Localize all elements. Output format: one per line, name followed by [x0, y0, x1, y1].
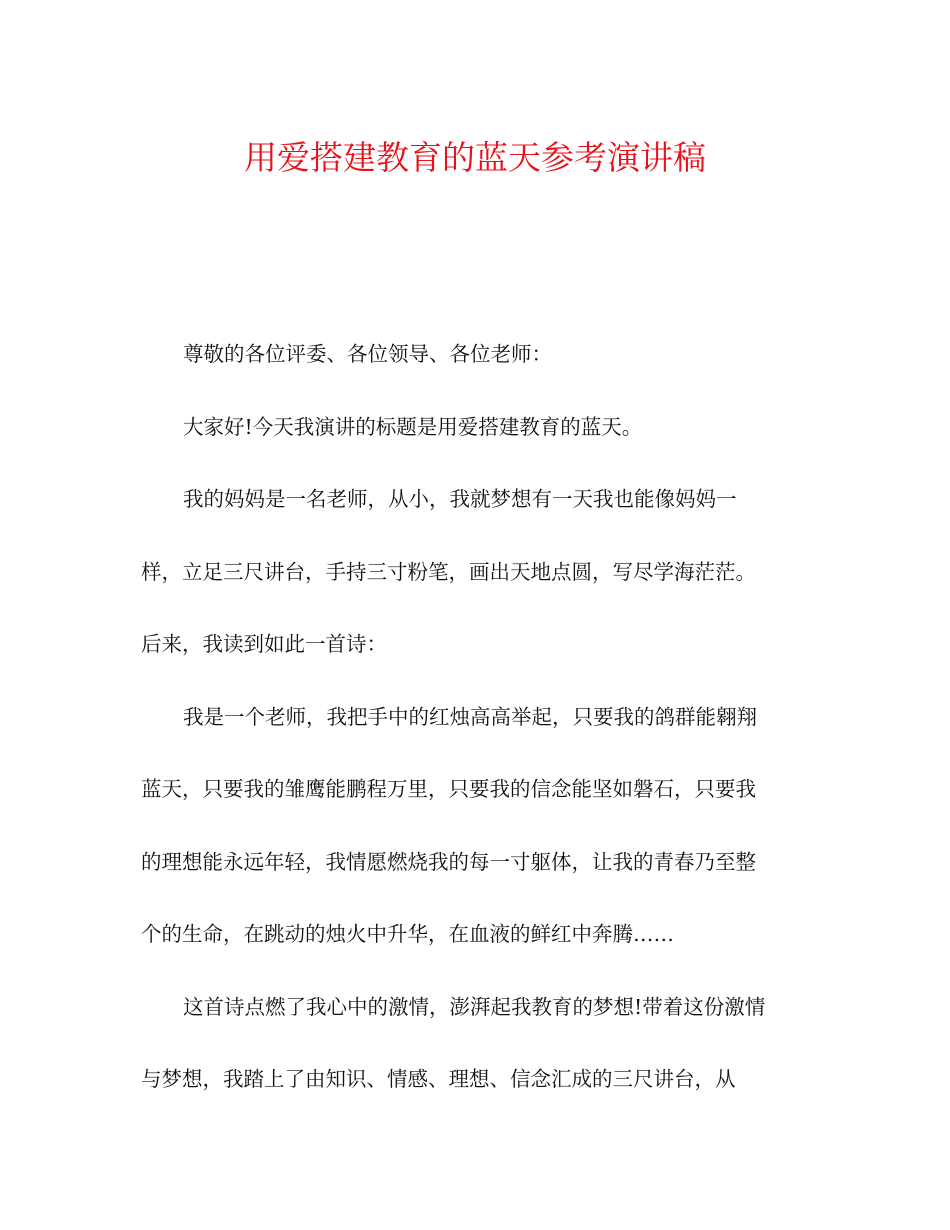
- paragraph-line: 我的妈妈是一名老师，从小，我就梦想有一天我也能像妈妈一: [183, 487, 737, 511]
- salutation-line: 尊敬的各位评委、各位领导、各位老师：: [183, 342, 552, 366]
- paragraph-line: 后来，我读到如此一首诗：: [141, 632, 387, 656]
- paragraph-line: 样，立足三尺讲台，手持三寸粉笔，画出天地点圆，写尽学海茫茫。: [141, 559, 756, 584]
- poem-line: 蓝天，只要我的雏鹰能鹏程万里，只要我的信念能坚如磐石，只要我: [141, 777, 756, 801]
- poem-line: 的理想能永远年轻，我情愿燃烧我的每一寸躯体，让我的青春乃至整: [141, 849, 756, 874]
- document-title: 用爱搭建教育的蓝天参考演讲稿: [244, 138, 706, 177]
- greeting-line: 大家好!今天我演讲的标题是用爱搭建教育的蓝天。: [183, 414, 643, 439]
- poem-line: 个的生命，在跳动的烛火中升华，在血液的鲜红中奔腾……: [141, 922, 674, 946]
- paragraph-line: 这首诗点燃了我心中的激情，澎湃起我教育的梦想!带着这份激情: [183, 994, 766, 1019]
- paragraph-line: 与梦想，我踏上了由知识、情感、理想、信念汇成的三尺讲台，从: [141, 1067, 736, 1091]
- document-body: [141, 325, 821, 1123]
- poem-line: 我是一个老师，我把手中的红烛高高举起，只要我的鸽群能翱翔: [183, 704, 757, 729]
